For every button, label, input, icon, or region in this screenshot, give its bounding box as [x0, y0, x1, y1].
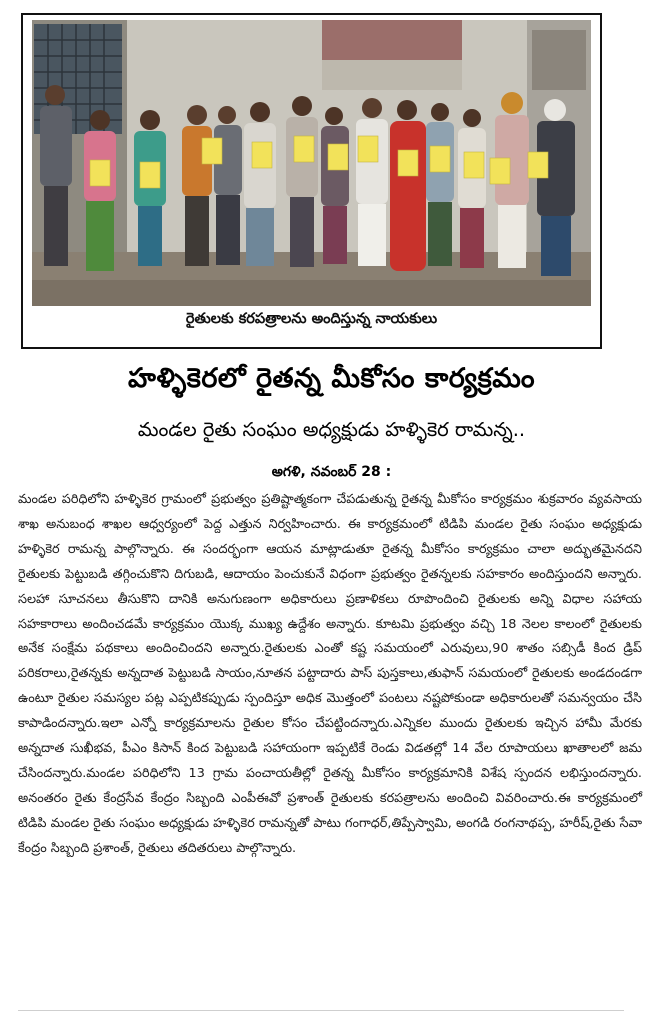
bottom-divider [18, 1010, 624, 1011]
headline: హళ్ళికెరలో రైతన్న మీకోసం కార్యక్రమం [127, 363, 536, 394]
photo-frame [21, 13, 602, 349]
article-body: మండల పరిధిలోని హళ్ళికెర గ్రామంలో ప్రభుత్వం ప్రతిష్టాత్మకంగా చేపడుతున్న రైతన్న మీకోసం కార్యక్రమం శుక్రవారం వ్యవసాయ శాఖ అనుబంధ శాఖల ఆధ్వర్యంలో పెద్ద ఎత్తున నిర్వహించారు. ఈ కార్యక్రమంలో టిడిపి మండల రైతు సంఘం అధ్యక్షుడు హళ్ళికెర రామన్న పాల్గొన్నారు. ఈ సందర్భంగా ఆయన మాట్లాడుతూ రైతన్న మీకోసం కార్యక్రమం చాలా అద్భుతమైనదని రైతులకు పెట్టుబడి తగ్గించుకొని దిగుబడి, ఆదాయం పెంచుకునే విధంగా ప్రభుత్వం రైతన్నలకు సహకారం అందిస్తుందని అన్నారు. సలహా సూచనలు తీసుకొని దానికి అనుగుణంగా అధికారులు ప్రణాళికలు రూపొందించి రైతులకు అన్ని విధాల సహాయ సహకారాలు అందించడమే కార్యక్రమం యొక్క ముఖ్య ఉద్దేశం అన్నారు. కూటమి ప్రభుత్వం వచ్చి 18 నెలల కాలంలో రైతులకు అనేక సంక్షేమ పథకాలు అందించిందని అన్నారు.రైతులకు ఎంతో కష్ట సమయంలో ఎరువులు,90 శాతం సబ్సిడీ కింద డ్రిప్ పరికరాలు,రైతన్నకు అన్నదాత పెట్టుబడి సాయం,నూతన పట్టాదారు పాస్ పుస్తకాలు,తుఫాన్ సమయంలో రైతులకు అండదండగా ఉంటూ రైతుల సమస్యల పట్ల ఎప్పటికప్పుడు స్పందిస్తూ అధిక మొత్తంలో పంటలు నష్టపోకుండా అధికారులతో సమన్వయం చేసి కాపాడిందన్నారు.ఇలా ఎన్నో కార్యక్రమాలను రైతుల కోసం చేపట్టిందన్నారు.ఎన్నికల ముందు రైతులకు ఇచ్చిన హామీ మేరకు అన్నదాత సుఖీభవ, పీఎం కిసాన్ కింద పెట్టుబడి సహాయంగా ఇప్పటికే రెండు విడతల్లో 14 వేల రూపాయలు ఖాతాలలో జమ చేసిందన్నారు.మండల పరిధిలోని 13 గ్రామ పంచాయతీల్లో రైతన్న మీకోసం కార్యక్రమానికి విశేష స్పందన లభిస్తుందన్నారు. అనంతరం రైతు కేంద్రసేవ కేంద్రం సిబ్బంది ఎంపీఈవో ప్రశాంత్ రైతులకు కరపత్రాలను అందించి వివరించారు.ఈ కార్యక్రమంలో టిడిపి మండల రైతు సంఘం అధ్యక్షుడు హళ్ళికెర రామన్నతో పాటు గంగాధర్,తిప్పేస్వామి, అంగడి రంగనాథప్ప, హరీష్,రైతు సేవా కేంద్రం సిబ్బంది ప్రశాంత్, రైతులు తదితరులు పాల్గొన్నారు. [18, 492, 643, 856]
farmers-group-photo [32, 20, 591, 306]
subheadline: మండల రైతు సంఘం అధ్యక్షుడు హళ్ళికెర రామన్న.. [137, 418, 526, 441]
news-photo [32, 20, 591, 306]
dateline: అగళి, నవంబర్ 28 : [271, 464, 392, 480]
photo-caption: రైతులకు కరపత్రాలను అందిస్తున్న నాయకులు [185, 311, 438, 327]
